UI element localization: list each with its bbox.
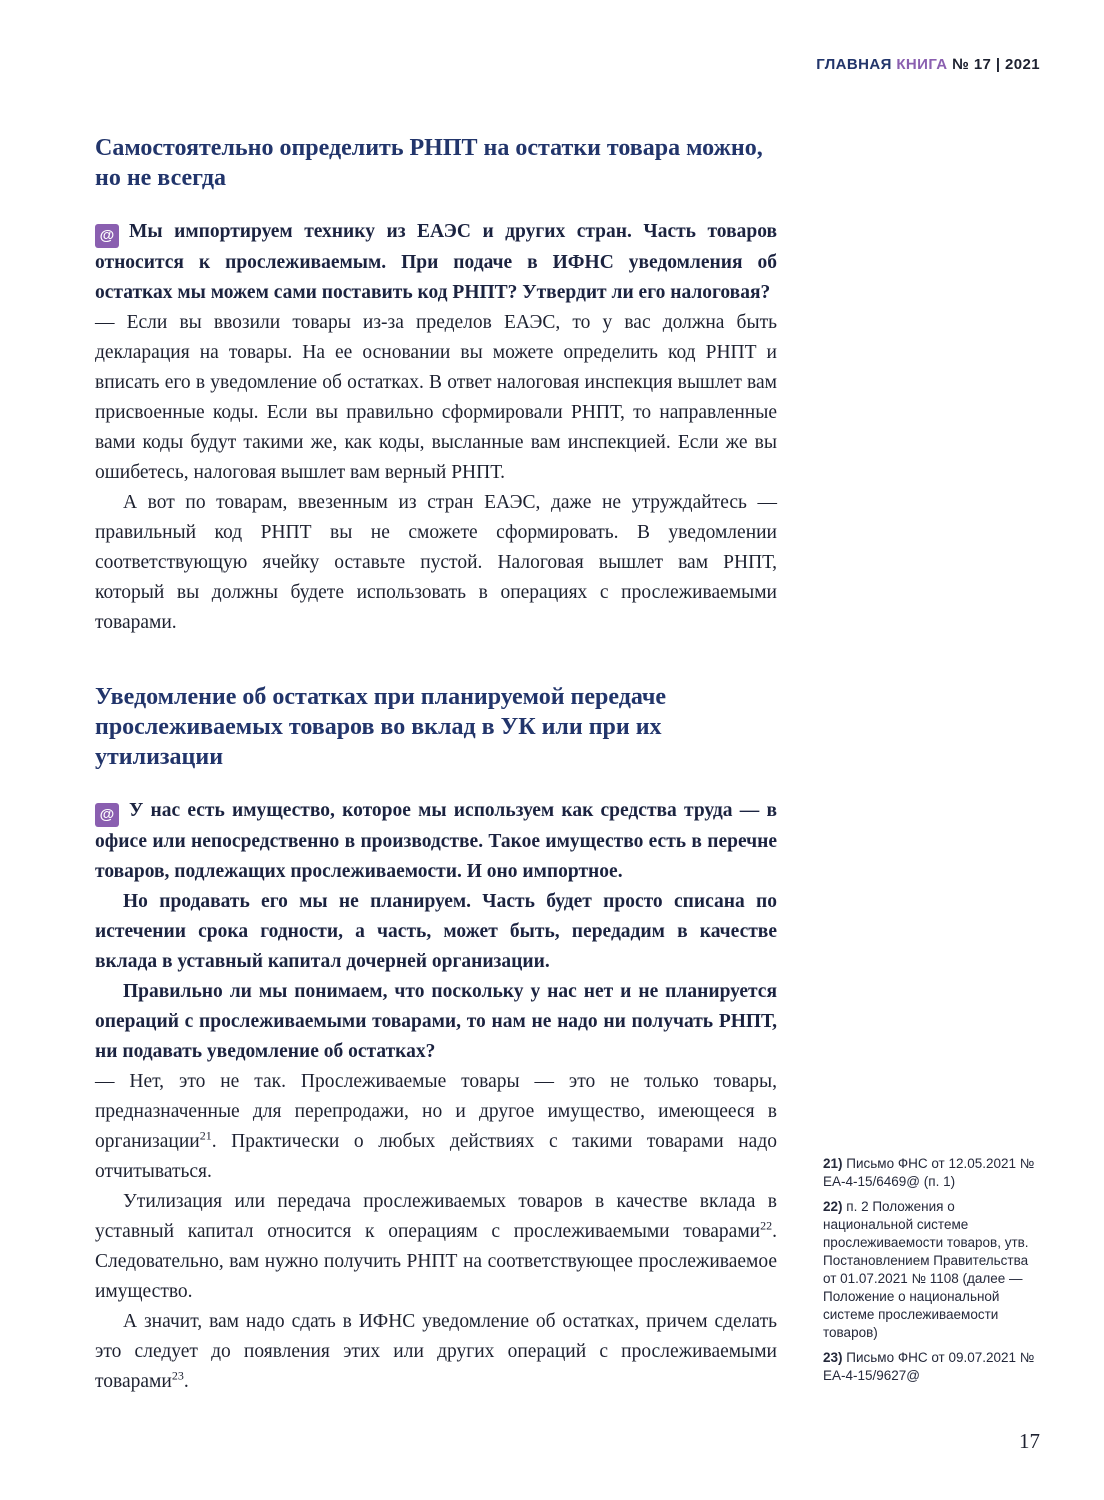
footnote-22 [823, 1198, 1039, 1342]
answer-text: . [183, 1371, 189, 1392]
section-rnpt-ostatki [95, 133, 777, 638]
footnotes-sidebar [823, 1155, 1039, 1392]
brand-accent: КНИГА [896, 56, 948, 73]
reader-question-at-icon: @ [95, 803, 119, 827]
section-uvedomlenie-ostatki [95, 682, 777, 1397]
question-paragraph [95, 217, 777, 308]
issue-label: № 17 | 2021 [952, 56, 1040, 73]
section-heading: Самостоятельно определить РНПТ на остатки товара можно, но не всегда [95, 135, 763, 191]
footnote-21 [823, 1155, 1039, 1191]
footnote-text: Письмо ФНС от 09.07.2021 № ЕА-4-15/9627@ [823, 1350, 1035, 1383]
answer-text: — Если вы ввозили товары из-за пределов ЕАЭС, то у вас должна быть декларация на товары. На ее основании вы можете определить код РНПТ и вписать его в уведомление об остатках. В ответ налоговая инспекция вышлет вам присвоенные коды. Если вы правильно сформировали РНПТ, то направленные вами коды будут такими же, как коды, высланные вам инспекцией. Если же вы ошибетесь, налоговая вышлет вам верный РНПТ. [95, 312, 777, 483]
question-text: Но продавать его мы не планируем. Часть будет просто списана по истечении срока годности, а часть, может быть, передадим в качестве вклада в уставный капитал дочерней организации. [95, 891, 777, 972]
footnote-text: Письмо ФНС от 12.05.2021 № ЕА-4-15/6469@ (п. 1) [823, 1156, 1035, 1189]
question-text: У нас есть имущество, которое мы используем как средства труда — в офисе или непосредственно в производстве. Такое имущество есть в перечне товаров, подлежащих прослеживаемости. И оно импортное. [95, 800, 777, 882]
footnote-ref-23: 23 [171, 1368, 184, 1383]
brand-primary: ГЛАВНАЯ [816, 56, 892, 73]
answer-text: . Практически о любых действиях с такими товарами надо отчитываться. [95, 1131, 777, 1182]
footnote-number: 22) [823, 1199, 843, 1214]
footnote-text: п. 2 Положения о национальной системе прослеживаемости товаров, утв. Постановлением Правительства от 01.07.2021 № 1108 (далее — Положение о национальной системе прослеживаемости товаров) [823, 1199, 1029, 1340]
question-paragraph [95, 977, 777, 1067]
answer-text: . Следовательно, вам нужно получить РНПТ на соответствующее прослеживаемое имущество. [95, 1221, 777, 1302]
reader-question-at-icon: @ [95, 224, 119, 248]
answer-paragraph [95, 308, 777, 488]
question-text: Мы импортируем технику из ЕАЭС и других стран. Часть товаров относится к прослеживаемым. При подаче в ИФНС уведомления об остатках мы можем сами поставить код РНПТ? Утвердит ли его налоговая? [95, 221, 777, 303]
footnote-number: 23) [823, 1350, 843, 1365]
answer-paragraph [95, 1067, 777, 1187]
footnote-ref-21: 21 [199, 1128, 212, 1143]
answer-text: Утилизация или передача прослеживаемых товаров в качестве вклада в уставный капитал относится к операциям с прослеживаемыми товарами [95, 1191, 777, 1242]
masthead [816, 56, 1040, 73]
page-number: 17 [1019, 1429, 1040, 1453]
question-paragraph [95, 796, 777, 887]
answer-paragraph [95, 1187, 777, 1307]
answer-text: — Нет, это не так. Прослеживаемые товары — это не только товары, предназначенные для перепродажи, но и другое имущество, имеющееся в организации [95, 1071, 777, 1152]
answer-text: А значит, вам надо сдать в ИФНС уведомление об остатках, причем сделать это следует до появления этих или других операций с прослеживаемыми товарами [95, 1311, 777, 1392]
question-text: Правильно ли мы понимаем, что поскольку у нас нет и не планируется операций с прослеживаемыми товарами, то нам не надо ни получать РНПТ, ни подавать уведомление об остатках? [95, 981, 777, 1062]
question-paragraph [95, 887, 777, 977]
answer-text: А вот по товарам, ввезенным из стран ЕАЭС, даже не утруждайтесь — правильный код РНПТ вы не сможете сформировать. В уведомлении соответствующую ячейку оставьте пустой. Налоговая вышлет вам РНПТ, который вы должны будете использовать в операциях с прослеживаемыми товарами. [95, 492, 777, 633]
section-heading: Уведомление об остатках при планируемой передаче прослеживаемых товаров во вклад в УК или при их утилизации [95, 684, 667, 770]
answer-paragraph [95, 488, 777, 638]
footnote-23 [823, 1349, 1039, 1385]
article-content [95, 133, 777, 1397]
footnote-number: 21) [823, 1156, 843, 1171]
answer-paragraph [95, 1307, 777, 1397]
footnote-ref-22: 22 [760, 1218, 773, 1233]
